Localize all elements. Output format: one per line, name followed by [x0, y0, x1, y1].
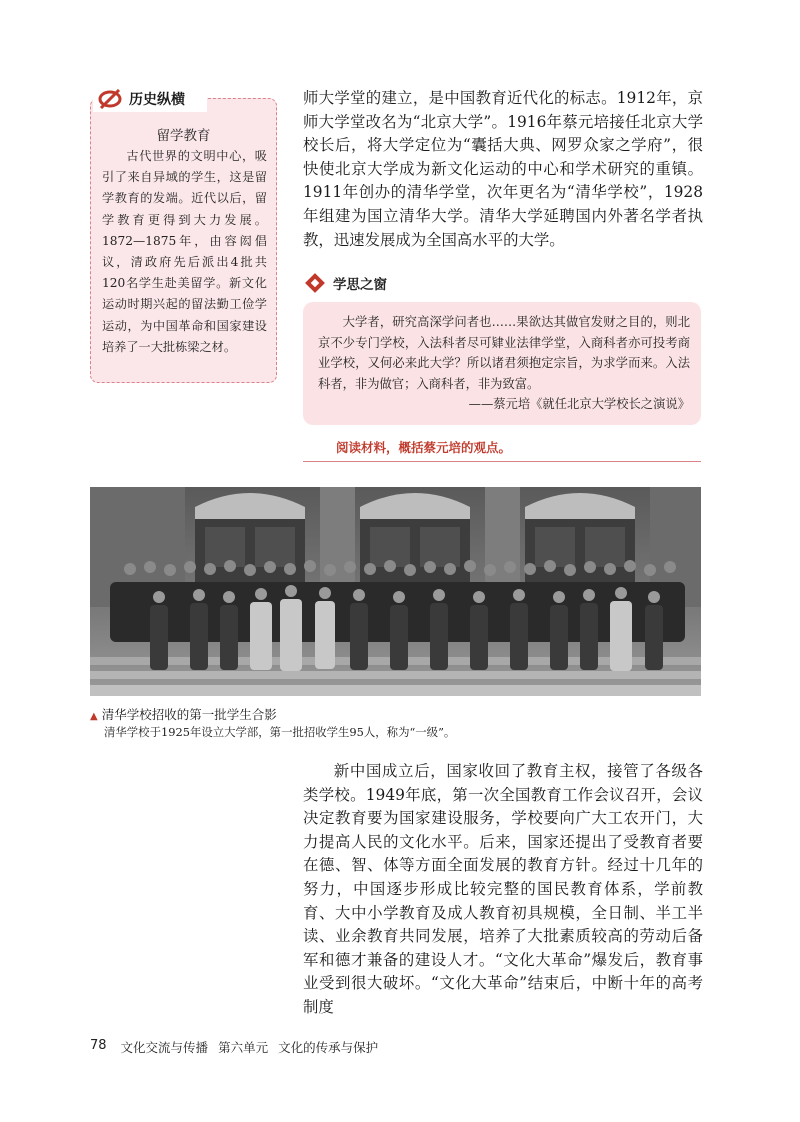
- study-window-label: 学思之窗: [333, 277, 387, 293]
- history-heading-label: 历史纵横: [129, 92, 185, 108]
- photo-caption-text: 清华学校招收的第一批学生合影: [101, 707, 277, 722]
- triangle-icon: ▲: [90, 711, 98, 722]
- reading-task: 阅读材料，概括蔡元培的观点。: [336, 440, 512, 455]
- quote-source: ——蔡元培《就任北京大学校长之演说》: [468, 397, 690, 411]
- footer-book-title: 文化交流与传播: [120, 1040, 209, 1055]
- task-divider: [303, 461, 701, 462]
- sidebar-body-text: 古代世界的文明中心，吸引了来自异域的学生，这是留学教育的发端。近代以后，留学教育更得到大力发展。1872—1875年，由容闳倡议，清政府先后派出4批共120名学生赴美留学。新文化运动时期兴起的留法勤工俭学运动，为中国革命和国家建设培养了一大批栋梁之材。: [102, 149, 267, 354]
- history-icon: [97, 89, 123, 109]
- photo-caption: [90, 705, 277, 723]
- photo-caption-detail: 清华学校于1925年设立大学部，第一批招收学生95人，称为“一级”。: [104, 725, 456, 739]
- group-photo: [90, 487, 701, 696]
- window-icon: [305, 273, 325, 293]
- history-sidebar-heading: [93, 86, 207, 112]
- sidebar-subtitle: 留学教育: [156, 128, 211, 144]
- page-footer: [90, 1038, 378, 1056]
- main-paragraph-1: 师大学堂的建立，是中国教育近代化的标志。1912年，京师大学堂改名为“北京大学”。1916年蔡元培接任北京大学校长后，将大学定位为“囊括大典、网罗众家之学府”，很快使北京大学成为新文化运动的中心和学术研究的重镇。1911年创办的清华学堂，次年更名为“清华学校”，1928年组建为国立清华大学。清华大学延聘国内外著名学者执教，迅速发展成为全国高水平的大学。: [303, 89, 703, 249]
- page-number: 78: [90, 1038, 107, 1053]
- footer-unit-title: 文化的传承与保护: [278, 1040, 379, 1055]
- footer-unit: 第六单元: [218, 1040, 269, 1055]
- study-window-heading: [305, 273, 387, 293]
- quote-text: 大学者，研究高深学问者也……果欲达其做官发财之目的，则北京不少专门学校，入法科者尽可肄业法律学堂，入商科者亦可投考商业学校，又何必来此大学？所以诸君须抱定宗旨，为求学而来。入法科者，非为做官；入商科者，非为致富。: [318, 315, 690, 391]
- main-paragraph-2: 新中国成立后，国家收回了教育主权，接管了各级各类学校。1949年底，第一次全国教育工作会议召开，会议决定教育要为国家建设服务，学校要向广大工农开门，大力提高人民的文化水平。后来，国家还提出了受教育者要在德、智、体等方面全面发展的教育方针。经过十几年的努力，中国逐步形成比较完整的国民教育体系，学前教育、大中小学教育及成人教育初具规模，全日制、半工半读、业余教育共同发展，培养了大批素质较高的劳动后备军和德才兼备的建设人才。“文化大革命”爆发后，教育事业受到很大破坏。“文化大革命”结束后，中断十年的高考制度: [303, 762, 703, 1016]
